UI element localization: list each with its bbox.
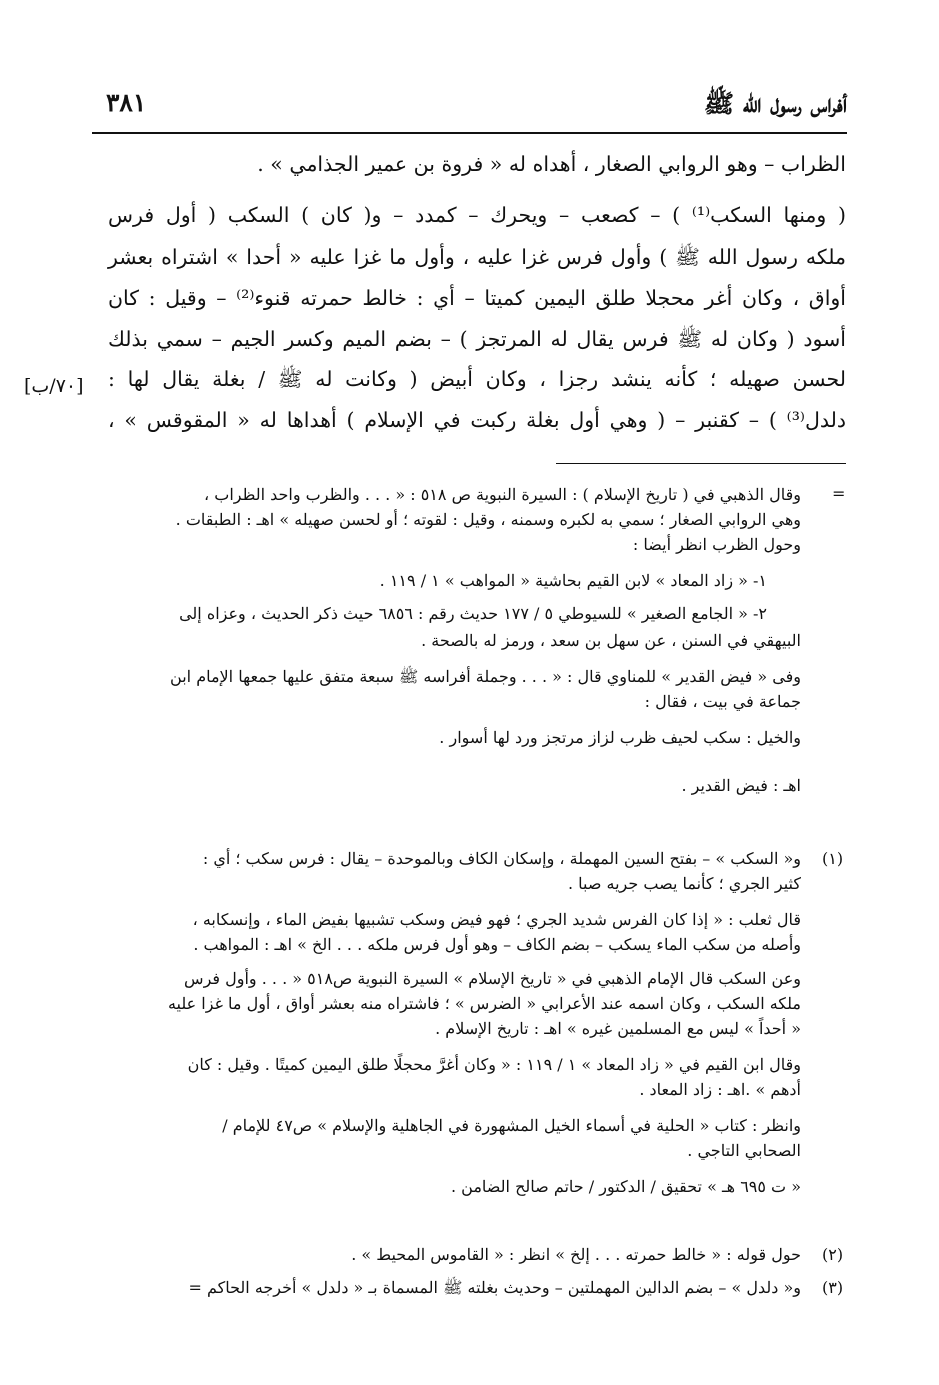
footnote-separator [556,463,846,464]
footnote-line: وعن السكب قال الإمام الذهبي في « تاريخ الإسلام » السيرة النبوية ص٥١٨ « . . . وأول فرس [184,969,801,988]
footnote-1 [106,849,801,1205]
footnote-continuation [106,485,801,806]
main-line: دلدل⁽³⁾ ) – كقنبر – ( وهي أول بغلة ركبت في الإسلام ) أهداها له « المقوقس » ، [108,408,846,432]
footnote-line: و« السكب » – بفتح السين المهملة ، وإسكان الكاف وبالموحدة – يقال : فرس سكب ؛ أي : [202,849,801,868]
footnote-number: (٣) [822,1278,844,1297]
footnote-line: وانظر : كتاب « الحلية في أسماء الخيل المشهورة في الجاهلية والإسلام » ص٤٧ للإمام / [222,1116,801,1135]
footnote-line: ١- « زاد المعاد » لابن القيم بحاشية « المواهب » ١ / ١١٩ . [379,571,767,590]
footnote-line: « ت ٦٩٥ هـ » تحقيق / الدكتور / حاتم صالح الضامن . [450,1177,801,1196]
main-line: لحسن صهيله ؛ كأنه ينشد رجزا ، وكان أبيض ( وكانت له ﷺ / بغلة يقال لها : [108,367,846,391]
page-number: ٣٨١ [106,88,147,117]
footnote-2 [106,1245,801,1273]
footnote-line: جماعة في بيت ، فقال : [644,692,801,711]
footnote-line: وهي الروابي الصغار ؛ سمي به لكبره وسمنه ، وقيل : لقوته ؛ أو لحسن صهيله » اهـ : الطبقات . [175,510,801,529]
footnote-line: وأصله من سكب الماء يسكب – بضم الكاف – وهو أول فرس ملكه . . . الخ » اهـ : المواهب . [193,935,801,954]
footnote-line: ملكه السكب ، وكان اسمه عند الأعرابي « الضرس » ؛ فاشتراه منه بعشر أواق ، أول ما غزا عليه [167,994,801,1013]
footnote-line: البيهقي في السنن ، عن سهل بن سعد ، ورمز له بالصحة . [421,631,801,650]
footnote-line: الصحابي التاجي . [687,1141,801,1160]
footnote-line: حول قوله : « خالط حمرته . . . إلخ » انظر : « القاموس المحيط » . [351,1245,801,1264]
footnote-line: و« دلدل » – بضم الدالين المهملتين – وحديث بغلته ﷺ المسماة بـ « دلدل » أخرجه الحاكم = [188,1278,801,1297]
footnote-line: ٢- « الجامع الصغير » للسيوطي ٥ / ١٧٧ حديث رقم : ٦٨٥٦ حيث ذكر الحديث ، وعزاه إلى [179,604,767,623]
continuation-mark: = [832,484,846,503]
main-line: أواق ، وكان أغر محجلا طلق اليمين كميتا – أي : خالط حمرته قنوء⁽²⁾ – وقيل : كان [108,286,846,310]
running-header-title: أفراس رسول الله ﷺ [703,89,847,118]
footnote-line: أدهم » .اهـ : زاد المعاد . [639,1080,801,1099]
main-line: أسود ( وكان له ﷺ فرس يقال له المرتجز ) – بضم الميم وكسر الجيم – سمي بذلك [108,327,846,351]
footnote-line: وحول الظرب انظر أيضا : [632,535,801,554]
footnote-line: وفى « فيض القدير » للمناوي قال : « . . . وجملة أفراسه ﷺ سبعة متفق عليها جمعها الإمام ابن [170,667,801,686]
main-line: ( ومنها السكب⁽¹⁾ ) – كصعب – ويحرك – كمدد – و( كان ) السكب ( أول فرس [108,203,846,227]
footnote-line: وقال الذهبي في ( تاريخ الإسلام ) : السيرة النبوية ص ٥١٨ : « . . . والظرب واحد الظراب ، [204,485,801,504]
footnote-number: (١) [822,849,844,868]
main-line: الظراب – وهو الروابي الصغار ، أهداه له « فروة بن عمير الجذامي » . [257,152,846,176]
footnote-line: « أحداً » ليس مع المسلمين غيره » اهـ : تاريخ الإسلام . [435,1019,801,1038]
footnote-3 [106,1278,801,1306]
main-line: ملكه رسول الله ﷺ ) وأول فرس غزا عليه ، وأول ما غزا عليه « أحدا » اشتراه بعشر [108,245,846,269]
manuscript-folio-marker: [٧٠/ب] [24,375,84,397]
footnote-line: كثير الجري ؛ كأنما يصب جريه صبا . [567,874,801,893]
poem-verse: والخيل : سكب لحيف ظرب لزاز مرتجز ورد لها أسوار . [439,728,801,747]
footnote-number: (٢) [822,1245,844,1264]
footnote-line: قال ثعلب : « إذا كان الفرس شديد الجري ؛ فهو فيض وسكب تشبيها بفيض الماء ، وإنسكابه ، [192,910,801,929]
footnote-line: اهـ : فيض القدير . [681,776,801,795]
header-rule [92,132,847,134]
footnote-line: وقال ابن القيم في « زاد المعاد » ١ / ١١٩ : « وكان أغرَّ محجلًا طلق اليمين كميتًا . وقيل : كان [187,1055,801,1074]
